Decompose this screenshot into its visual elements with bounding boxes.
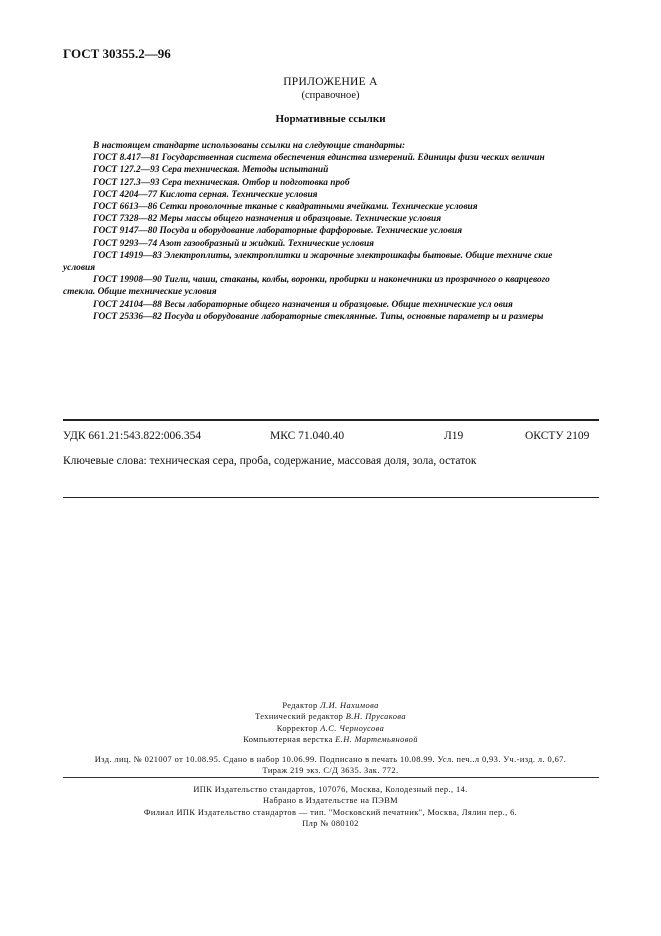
- udk-code: УДК 661.21:543.822:006.354: [63, 430, 202, 442]
- reference-item: ГОСТ 7328—82 Меры массы общего назначения и образцовые. Технические условия: [93, 214, 442, 225]
- tech-editor-line: [0, 711, 661, 722]
- reference-item-continuation: условия: [63, 263, 96, 274]
- printer-line: Плр № 080102: [302, 819, 359, 829]
- reference-item: ГОСТ 9147—80 Посуда и оборудование лабораторные фарфоровые. Технические условия: [93, 226, 463, 237]
- printer-line: Набрано в Издательстве на ПЭВМ: [262, 796, 399, 806]
- reference-item: ГОСТ 8.417—81 Государственная система обеспечения единства измерений. Единицы физи ческих величин: [93, 153, 545, 164]
- printer-line: Филиал ИПК Издательство стандартов — тип. "Московский печатник", Москва, Лялин пер., 6.: [143, 807, 518, 817]
- reference-item: ГОСТ 6613—86 Сетки проволочные тканые с квадратными ячейками. Технические условия: [93, 202, 478, 213]
- references-list: [63, 140, 601, 323]
- editor-name: Л.И. Нахимова: [320, 701, 379, 710]
- divider-top: [63, 419, 599, 421]
- reference-item: ГОСТ 127.2—93 Сера техническая. Методы испытаний: [93, 165, 329, 176]
- layout-line: [0, 734, 661, 745]
- l-code: Л19: [444, 430, 464, 442]
- mks-code: МКС 71.040.40: [270, 430, 345, 442]
- tech-editor-name: В.Н. Прусакова: [345, 712, 406, 722]
- corrector-label: Корректор: [276, 723, 318, 733]
- corrector-name: А.С. Черноусова: [320, 723, 385, 733]
- reference-item: ГОСТ 24104—88 Весы лабораторные общего назначения и образцовые. Общие технические усл овия: [93, 299, 513, 310]
- keywords: Ключевые слова: техническая сера, проба, содержание, массовая доля, зола, остаток: [63, 455, 477, 467]
- references-intro: В настоящем стандарте использованы ссылки на следующие стандарты:: [93, 141, 406, 151]
- reference-item: ГОСТ 9293—74 Азот газообразный и жидкий. Технические условия: [93, 238, 375, 249]
- reference-item: ГОСТ 127.3—93 Сера техническая. Отбор и подготовка проб: [93, 177, 350, 188]
- layout-name: Е.Н. Мартемьяновой: [335, 735, 418, 745]
- reference-item: ГОСТ 25336—82 Посуда и оборудование лабораторные стеклянные. Типы, основные параметр ы и размеры: [93, 311, 544, 322]
- okstu-code: ОКСТУ 2109: [525, 430, 590, 442]
- imprint-divider: [63, 777, 599, 778]
- corrector-line: [0, 723, 661, 734]
- reference-item: ГОСТ 4204—77 Кислота серная. Технические условия: [93, 189, 318, 200]
- publication-info: [0, 754, 661, 777]
- editor-line: [0, 700, 661, 711]
- tech-editor-label: Технический редактор: [255, 712, 344, 722]
- editor-label: Редактор: [282, 701, 318, 710]
- publication-line: Тираж 219 экз. С/Д 3635. Зак. 772.: [262, 766, 399, 776]
- editorial-credits: [0, 700, 661, 746]
- layout-label: Компьютерная верстка: [243, 735, 333, 745]
- references-heading: Нормативные ссылки: [275, 113, 386, 125]
- annex-title: ПРИЛОЖЕНИЕ А: [283, 76, 378, 88]
- printer-info: [0, 784, 661, 830]
- publication-line: Изд. лиц. № 021007 от 10.08.95. Сдано в набор 10.06.99. Подписано в печать 10.08.99. Усл. печ..л 0,93. Уч.-изд. л. 0,67.: [94, 755, 567, 764]
- reference-item: ГОСТ 19908—90 Тигли, чаши, стаканы, колбы, воронки, пробирки и наконечники из прозрачного о кварцевого: [93, 275, 550, 286]
- divider-bottom: [63, 497, 599, 498]
- reference-item-continuation: стекла. Общие технические условия: [63, 287, 217, 298]
- reference-item: ГОСТ 14919—83 Электроплиты, электроплитки и жарочные электрошкафы бытовые. Общие техниче ские: [93, 250, 553, 261]
- printer-line: ИПК Издательство стандартов, 107076, Москва, Колодезный пер., 14.: [193, 785, 468, 794]
- document-id: ГОСТ 30355.2—96: [63, 46, 171, 61]
- annex-subtitle: (справочное): [301, 90, 360, 101]
